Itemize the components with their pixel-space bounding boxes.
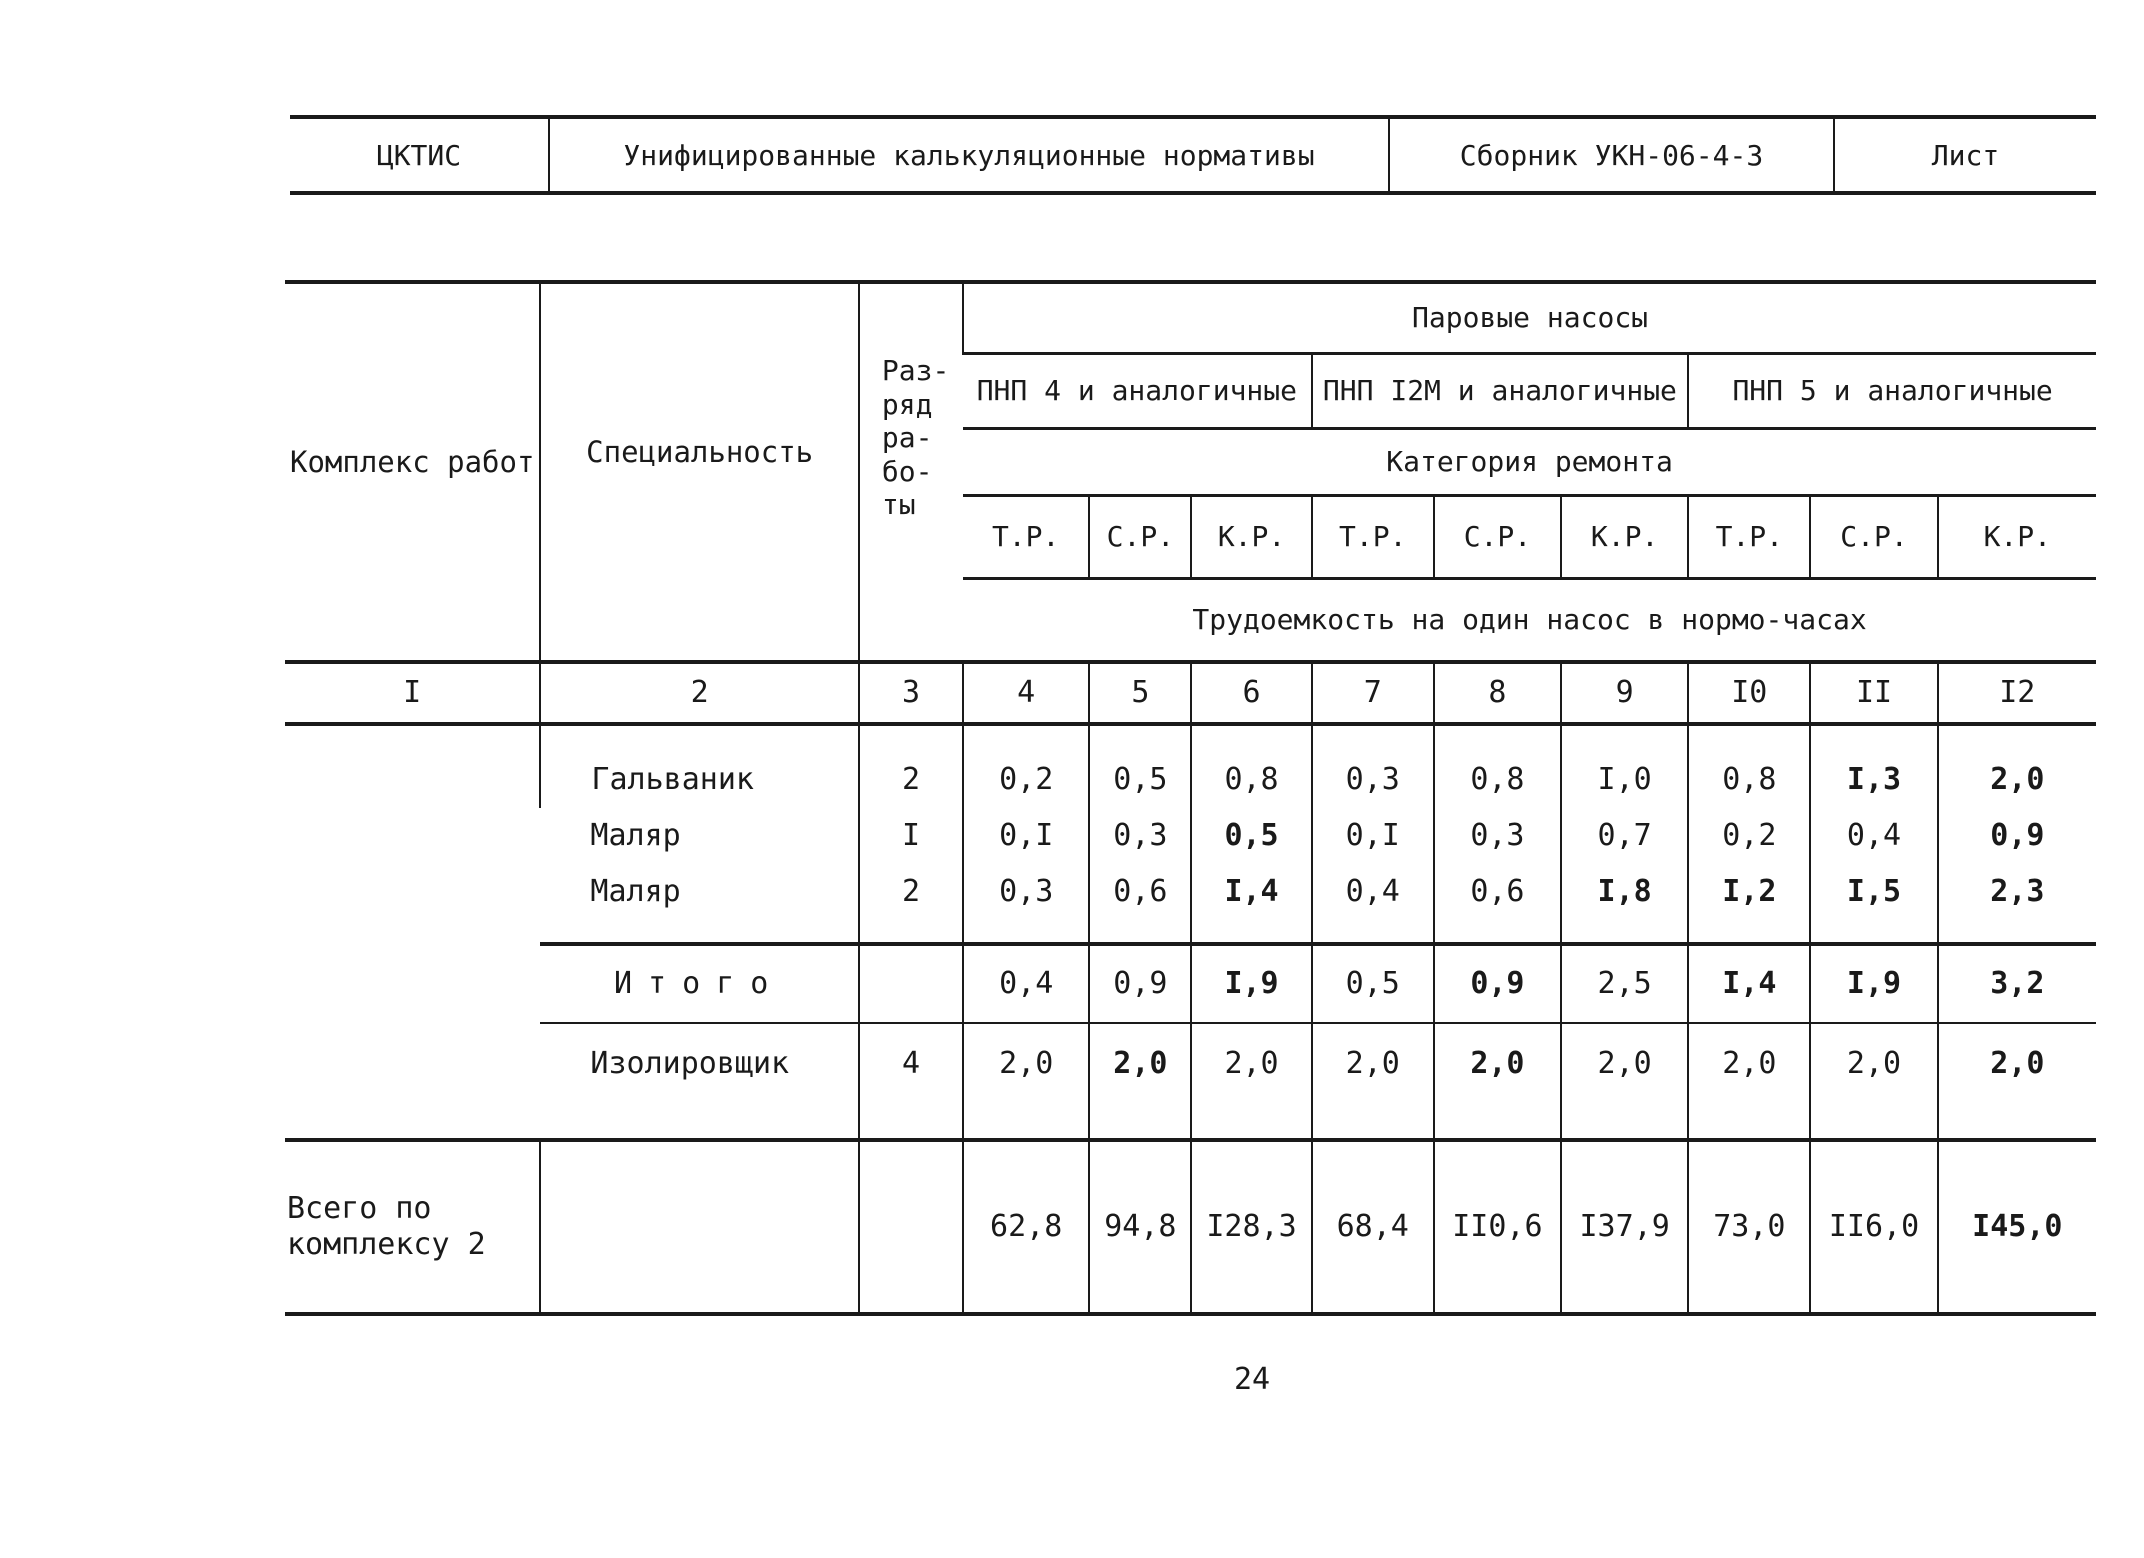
- col-number: 5: [1089, 662, 1191, 724]
- col-header-specialty: Специальность: [540, 282, 859, 662]
- col-number: I0: [1688, 662, 1810, 724]
- abbr-cell: К.Р.: [1938, 496, 2096, 579]
- value-cell: 0,I: [1312, 808, 1434, 864]
- value-cell: 0,8: [1434, 724, 1561, 808]
- value-cell: 0,I: [963, 808, 1089, 864]
- norms-table: [285, 280, 2096, 1316]
- value-cell: 0,9: [1938, 808, 2096, 864]
- grade-cell: I: [859, 808, 963, 864]
- group-header-steam-pumps: Паровые насосы: [963, 282, 2096, 354]
- total-row: [285, 1140, 2096, 1314]
- value-cell: 0,8: [1688, 724, 1810, 808]
- specialty-cell: Изолировщик: [540, 1023, 859, 1140]
- value-cell: 2,0: [1938, 1023, 2096, 1140]
- value-cell: I,0: [1561, 724, 1688, 808]
- value-cell: 2,0: [1434, 1023, 1561, 1140]
- value-cell: I,9: [1810, 944, 1937, 1023]
- value-cell: I37,9: [1561, 1140, 1688, 1314]
- value-cell: 2,0: [1191, 1023, 1311, 1140]
- grade-cell: 2: [859, 724, 963, 808]
- table-row: [285, 1023, 2096, 1140]
- value-cell: I,2: [1688, 864, 1810, 944]
- grade-cell: 4: [859, 1023, 963, 1140]
- kompleks-cell-empty: [285, 724, 540, 1140]
- abbr-cell: Т.Р.: [963, 496, 1089, 579]
- value-cell: I,8: [1561, 864, 1688, 944]
- value-cell: 0,5: [1312, 944, 1434, 1023]
- abbr-cell: С.Р.: [1810, 496, 1937, 579]
- abbr-cell: С.Р.: [1089, 496, 1191, 579]
- header-strip: [290, 115, 2096, 195]
- col-number: I2: [1938, 662, 2096, 724]
- abbr-cell: Т.Р.: [1688, 496, 1810, 579]
- value-cell: I,4: [1191, 864, 1311, 944]
- value-cell: 0,2: [1688, 808, 1810, 864]
- value-cell: 73,0: [1688, 1140, 1810, 1314]
- value-cell: 94,8: [1089, 1140, 1191, 1314]
- col-header-grade: Раз- ряд ра- бо- ты: [859, 282, 963, 662]
- value-cell: I,9: [1191, 944, 1311, 1023]
- value-cell: 2,0: [1561, 1023, 1688, 1140]
- value-cell: I45,0: [1938, 1140, 2096, 1314]
- column-number-row: [285, 662, 2096, 724]
- header-collection: Сборник УКН-06-4-3: [1388, 119, 1833, 191]
- table-row: [285, 808, 2096, 864]
- abbr-cell: Т.Р.: [1312, 496, 1434, 579]
- table-row: [285, 724, 2096, 808]
- specialty-cell: Гальваник: [540, 724, 859, 808]
- value-cell: II6,0: [1810, 1140, 1937, 1314]
- col-number: II: [1810, 662, 1937, 724]
- abbr-cell: С.Р.: [1434, 496, 1561, 579]
- col-number: 6: [1191, 662, 1311, 724]
- value-cell: 2,0: [1089, 1023, 1191, 1140]
- value-cell: I,5: [1810, 864, 1937, 944]
- value-cell: 0,2: [963, 724, 1089, 808]
- value-cell: 0,6: [1089, 864, 1191, 944]
- specialty-cell: Маляр: [590, 874, 681, 909]
- header-sheet: Лист: [1833, 119, 2096, 191]
- col-number: 4: [963, 662, 1089, 724]
- value-cell: I28,3: [1191, 1140, 1311, 1314]
- value-cell: 0,9: [1089, 944, 1191, 1023]
- col-number: 7: [1312, 662, 1434, 724]
- col-number: 2: [540, 662, 859, 724]
- value-cell: 0,9: [1434, 944, 1561, 1023]
- grade-cell-empty: [859, 944, 963, 1023]
- value-cell: I,3: [1810, 724, 1937, 808]
- value-cell: 62,8: [963, 1140, 1089, 1314]
- grade-cell: 2: [859, 864, 963, 944]
- abbr-cell: К.Р.: [1561, 496, 1688, 579]
- value-cell: I,4: [1688, 944, 1810, 1023]
- value-cell: 0,4: [963, 944, 1089, 1023]
- labor-intensity-header: Трудоемкость на один насос в нормо-часах: [1192, 603, 1867, 637]
- value-cell: 0,4: [1312, 864, 1434, 944]
- value-cell: 2,3: [1938, 864, 2096, 944]
- col-number: 8: [1434, 662, 1561, 724]
- subgroup-pnp12m: ПНП I2M и аналогичные: [1312, 354, 1689, 429]
- value-cell: 0,7: [1561, 808, 1688, 864]
- value-cell: 0,5: [1089, 724, 1191, 808]
- abbr-cell: К.Р.: [1191, 496, 1311, 579]
- category-header: Категория ремонта: [963, 429, 2096, 496]
- value-cell: 2,0: [1810, 1023, 1937, 1140]
- value-cell: 68,4: [1312, 1140, 1434, 1314]
- page-number: 24: [1233, 1362, 1271, 1397]
- table-row: [285, 864, 2096, 944]
- value-cell: 2,0: [1938, 724, 2096, 808]
- col-number: I: [285, 662, 540, 724]
- value-cell: 2,5: [1561, 944, 1688, 1023]
- col-header-kompleks: Комплекс работ: [285, 282, 540, 662]
- value-cell: 0,3: [1312, 724, 1434, 808]
- specialty-cell-empty: [540, 1140, 859, 1314]
- value-cell: 0,3: [963, 864, 1089, 944]
- value-cell: 0,5: [1191, 808, 1311, 864]
- value-cell: 0,6: [1434, 864, 1561, 944]
- specialty-cell: Маляр: [590, 818, 681, 853]
- value-cell: 0,8: [1191, 724, 1311, 808]
- col-number: 3: [859, 662, 963, 724]
- header-org: ЦКТИС: [376, 138, 462, 172]
- subtotal-row: [285, 944, 2096, 1023]
- col-number: 9: [1561, 662, 1688, 724]
- value-cell: 2,0: [1312, 1023, 1434, 1140]
- value-cell: 0,4: [1810, 808, 1937, 864]
- subtotal-label: Итого: [540, 944, 859, 1023]
- total-label: Всего по комплексу 2: [285, 1140, 540, 1314]
- value-cell: 2,0: [963, 1023, 1089, 1140]
- value-cell: 0,3: [1434, 808, 1561, 864]
- subgroup-pnp4: ПНП 4 и аналогичные: [963, 354, 1312, 429]
- value-cell: II0,6: [1434, 1140, 1561, 1314]
- header-title: Унифицированные калькуляционные нормативы: [548, 119, 1388, 191]
- grade-cell-empty: [859, 1140, 963, 1314]
- value-cell: 3,2: [1938, 944, 2096, 1023]
- value-cell: 2,0: [1688, 1023, 1810, 1140]
- subgroup-pnp5: ПНП 5 и аналогичные: [1688, 354, 2096, 429]
- value-cell: 0,3: [1089, 808, 1191, 864]
